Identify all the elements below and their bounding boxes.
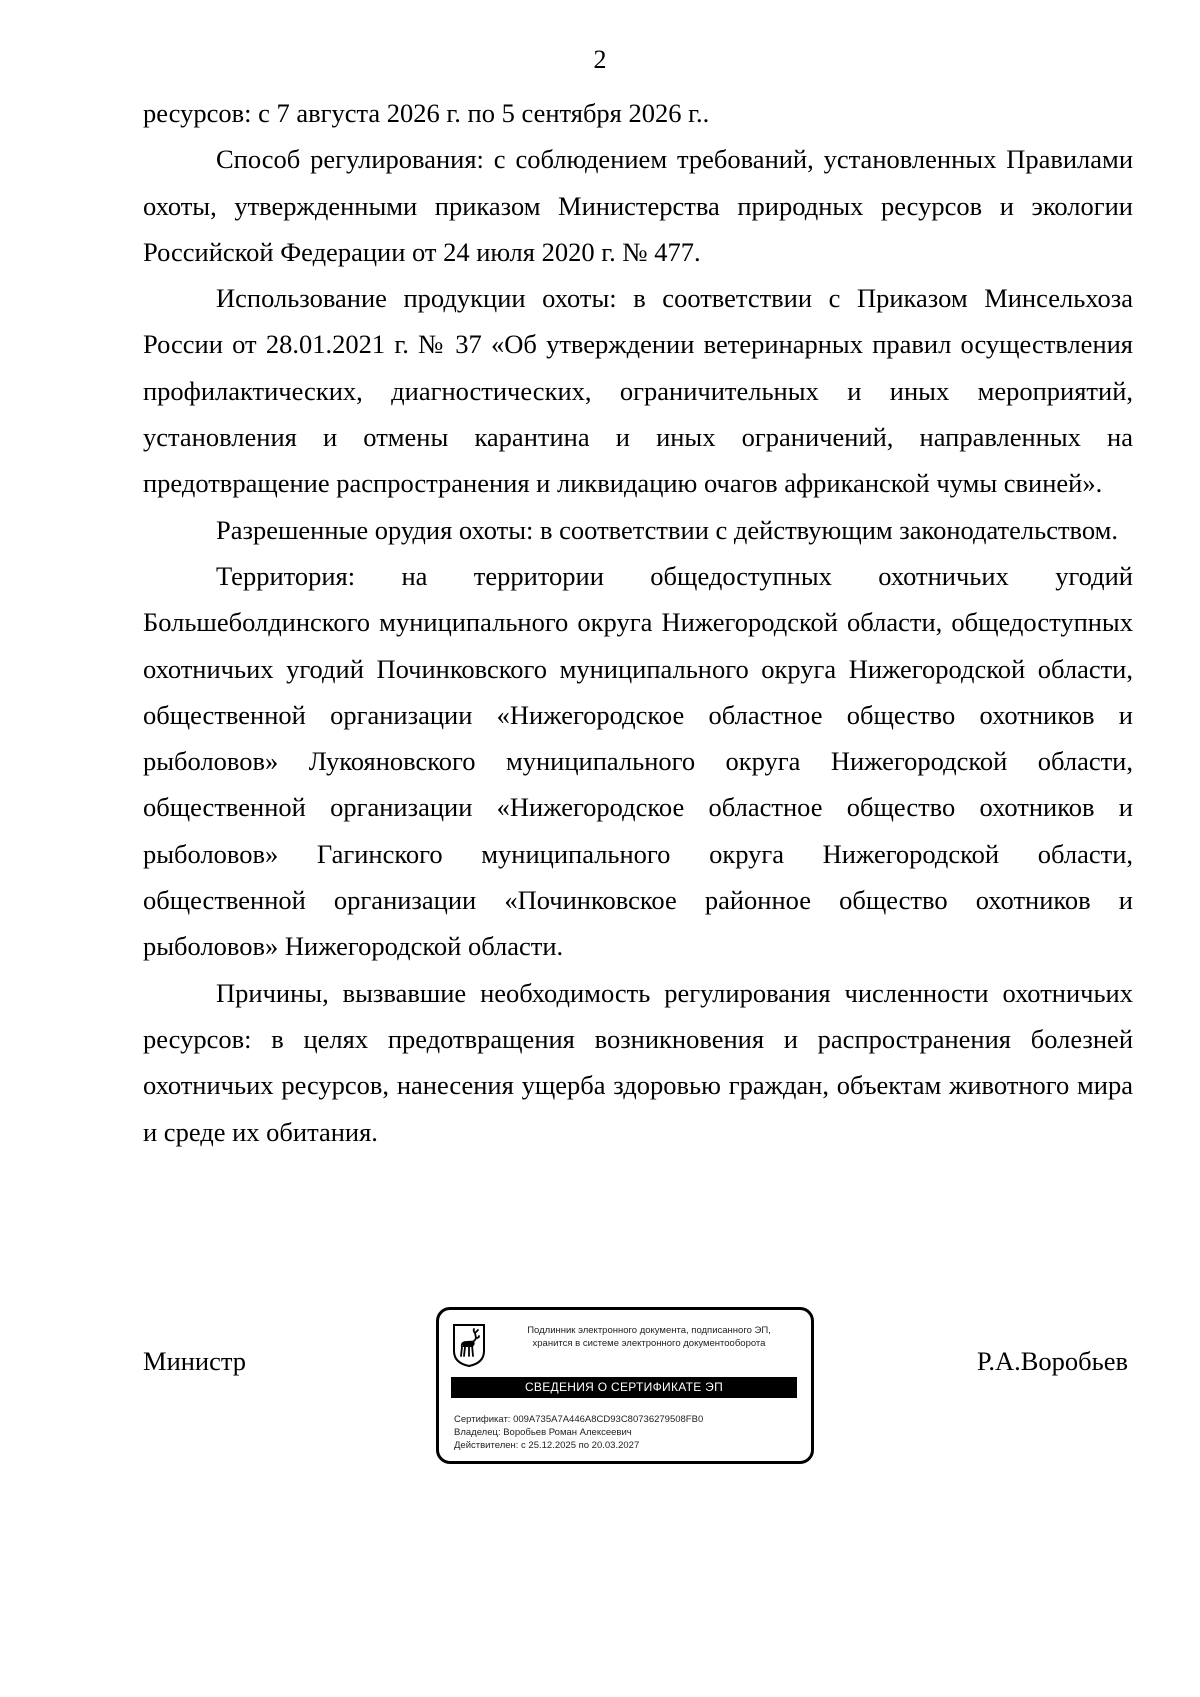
paragraph-product-use: Использование продукции охоты: в соответствии с Приказом Минсельхоза России от 28.01.2021 г. № 37 «Об утверждении ветеринарных правил осуществления профилактических, диагностических, ограничительных и иных мероприятий, установления и отмены карантина и иных ограничений, направленных на предотвращение распространения и ликвидацию очагов африканской чумы свиней».: [143, 283, 1133, 499]
paragraph-territory: Территория: на территории общедоступных охотничьих угодий Большеболдинского муниципального округа Нижегородской области, общедоступных охотничьих угодий Починковского муниципального округа Нижегородской области, общественной организации «Нижегородское областное общество охотников и рыболовов» Лукояновского муниципального округа Нижегородской области, общественной организации «Нижегородское областное общество охотников и рыболовов» Гагинского муниципального округа Нижегородской области, общественной организации «Починковское районное общество охотников и рыболовов» Нижегородской области.: [143, 560, 1133, 962]
paragraph-reasons: Причины, вызвавшие необходимость регулирования численности охотничьих ресурсов: в целях предотвращения возникновения и распространения болезней охотничьих ресурсов, нанесения ущерба здоровью граждан, объектам животного мира и среде их обитания.: [143, 977, 1133, 1147]
certificate-owner: Владелец: Воробьев Роман Алексеевич: [454, 1427, 632, 1438]
stamp-notice-line-2: хранится в системе электронного документооборота: [532, 1338, 766, 1349]
certificate-validity: Действителен: с 25.12.2025 по 20.03.2027: [454, 1440, 640, 1451]
paragraph-hunting-tools: Разрешенные орудия охоты: в соответствии с действующим законодательством.: [216, 514, 1119, 545]
document-body: [143, 90, 1133, 1155]
paragraph-hunting-period: ресурсов: с 7 августа 2026 г. по 5 сентября 2026 г..: [143, 98, 710, 128]
signatory-role: Министр: [143, 1346, 247, 1376]
certificate-number: Сертификат: 009A735A7A446A8CD93C80736279508FB0: [454, 1414, 704, 1425]
stamp-notice: [499, 1324, 799, 1350]
certificate-details: [454, 1413, 804, 1452]
paragraph-regulation-method: Способ регулирования: с соблюдением требований, установленных Правилами охоты, утвержденными приказом Министерства природных ресурсов и экологии Российской Федерации от 24 июля 2020 г. № 477.: [143, 144, 1133, 267]
stamp-notice-line-1: Подлинник электронного документа, подписанного ЭП,: [527, 1325, 771, 1336]
deer-coat-of-arms-icon: [452, 1323, 486, 1367]
signatory-name: Р.А.Воробьев: [976, 1346, 1128, 1376]
stamp-header-bar: СВЕДЕНИЯ О СЕРТИФИКАТЕ ЭП: [451, 1377, 797, 1398]
electronic-signature-stamp: [436, 1307, 814, 1464]
page-number: 2: [593, 45, 607, 74]
